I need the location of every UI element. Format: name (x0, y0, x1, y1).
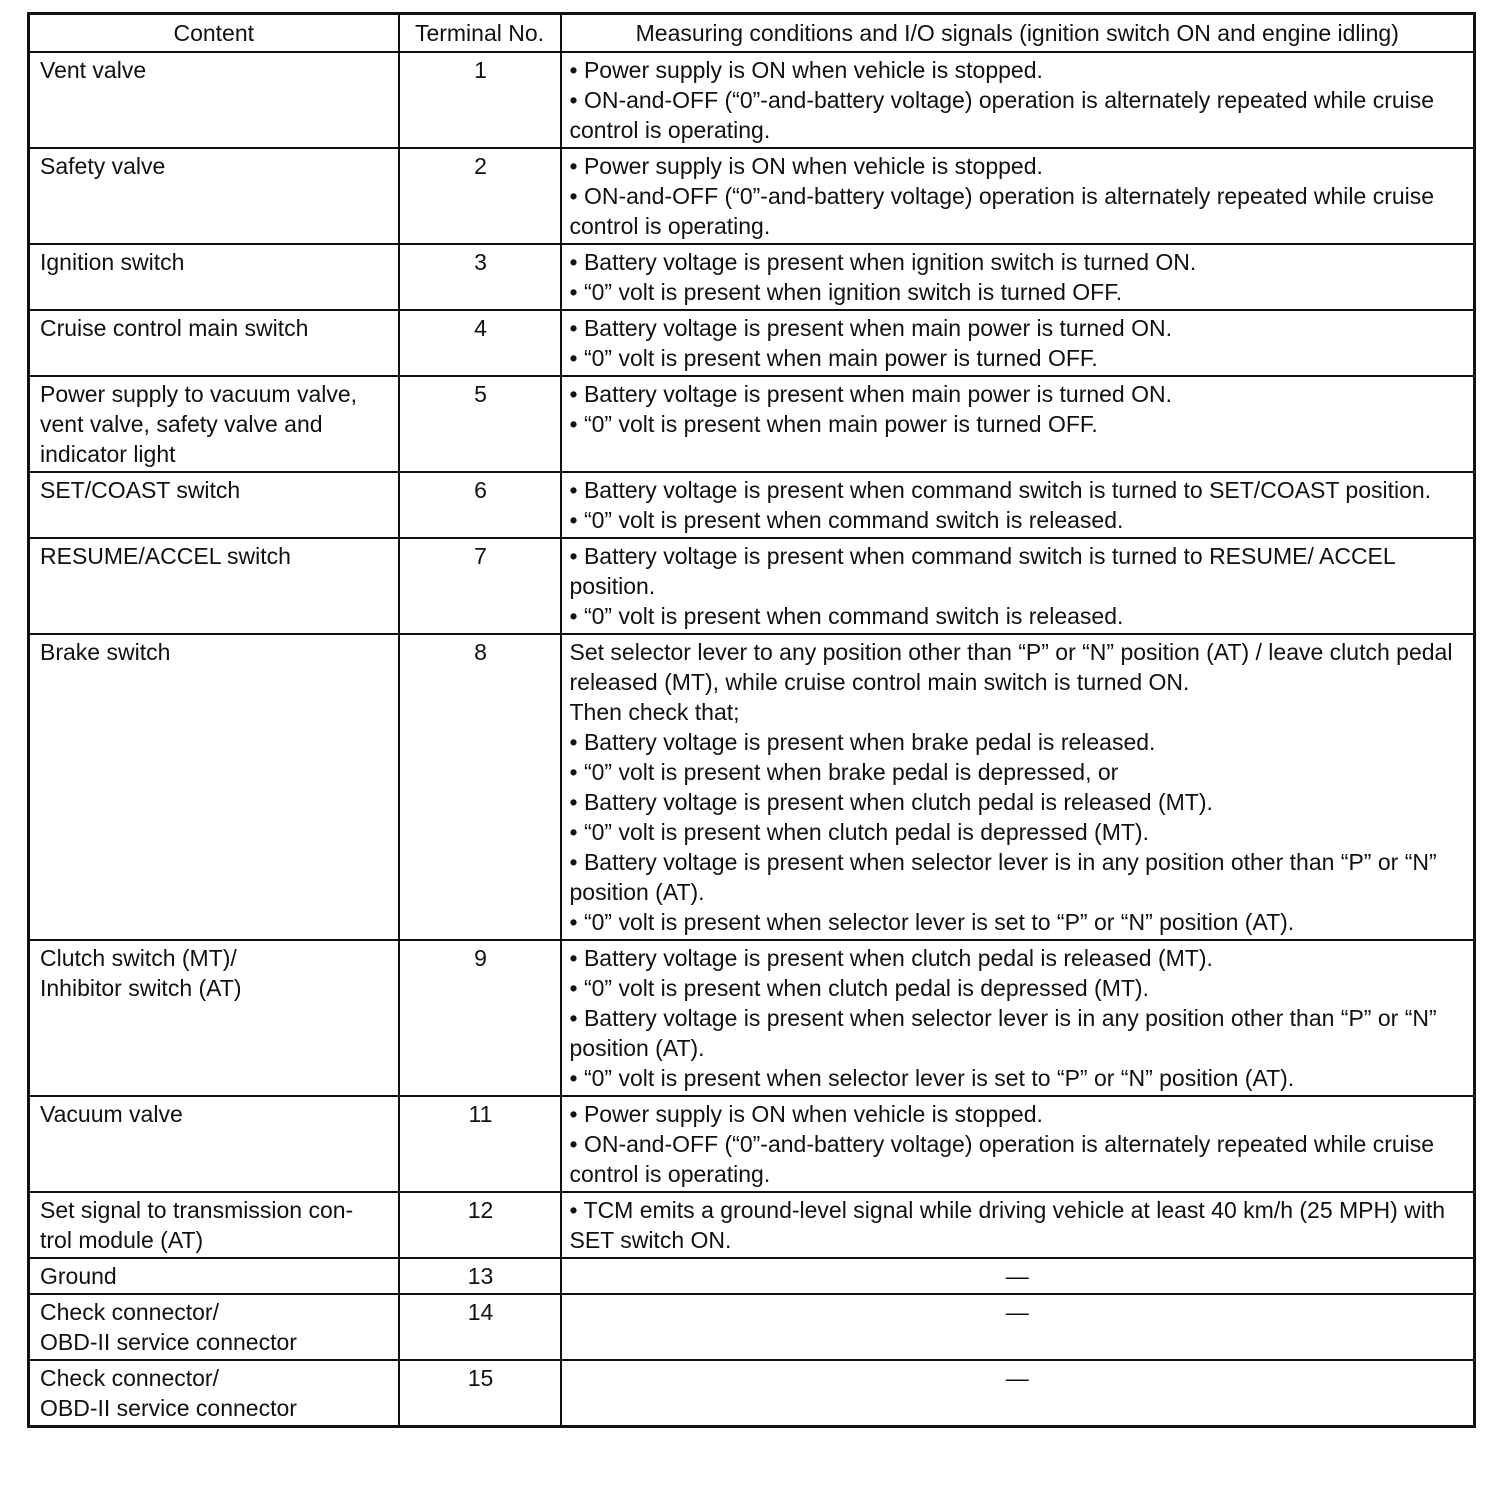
content-text: Set signal to transmission con- trol module (AT) (40, 1197, 354, 1253)
conditions-cell (561, 52, 1475, 148)
empty-dash: — (1005, 1263, 1029, 1289)
terminal-number: 12 (399, 1192, 561, 1258)
terminal-number: 8 (399, 634, 561, 940)
content-cell (29, 310, 399, 376)
table-row (29, 52, 1475, 148)
content-cell (29, 1192, 399, 1258)
condition-line: Set selector lever to any position other than “P” or “N” position (AT) / leave clutch pedal released (MT), while cruise control main switch is turned ON. (569, 639, 1453, 695)
condition-line: • Battery voltage is present when command switch is turned to SET/COAST position. (569, 477, 1432, 503)
condition-line: • Battery voltage is present when clutch pedal is released (MT). (569, 789, 1213, 815)
header-measuring-conditions: Measuring conditions and I/O signals (ignition switch ON and engine idling) (561, 14, 1475, 53)
condition-line: • TCM emits a ground-level signal while driving vehicle at least 40 km/h (25 MPH) with SET switch ON. (569, 1197, 1446, 1253)
condition-line: • Battery voltage is present when main power is turned ON. (569, 315, 1173, 341)
content-text: RESUME/ACCEL switch (40, 543, 291, 569)
table-row (29, 1096, 1475, 1192)
condition-line: • ON-and-OFF (“0”-and-battery voltage) operation is alternately repeated while cruise control is operating. (569, 183, 1435, 239)
content-text: SET/COAST switch (40, 477, 241, 503)
terminal-spec-sheet (27, 12, 1473, 1428)
table-row (29, 1192, 1475, 1258)
terminal-number: 15 (399, 1360, 561, 1427)
condition-line: • “0” volt is present when ignition switch is turned OFF. (569, 279, 1123, 305)
terminal-number: 1 (399, 52, 561, 148)
content-cell (29, 1294, 399, 1360)
table-row (29, 310, 1475, 376)
content-text: OBD-II service connector (40, 1329, 297, 1355)
condition-line: • “0” volt is present when clutch pedal is depressed (MT). (569, 819, 1149, 845)
terminal-number: 5 (399, 376, 561, 472)
condition-line: • Battery voltage is present when selector lever is in any position other than “P” or “N” position (AT). (569, 1005, 1437, 1061)
terminal-number: 3 (399, 244, 561, 310)
condition-line: • “0” volt is present when clutch pedal is depressed (MT). (569, 975, 1149, 1001)
content-text: Ground (40, 1263, 117, 1289)
table-row (29, 148, 1475, 244)
terminal-number: 4 (399, 310, 561, 376)
terminal-number: 9 (399, 940, 561, 1096)
condition-line: • Battery voltage is present when ignition switch is turned ON. (569, 249, 1197, 275)
conditions-cell (561, 1360, 1475, 1427)
conditions-cell (561, 634, 1475, 940)
table-row (29, 244, 1475, 310)
condition-line: • Battery voltage is present when clutch pedal is released (MT). (569, 945, 1213, 971)
condition-line: • Battery voltage is present when selector lever is in any position other than “P” or “N” position (AT). (569, 849, 1437, 905)
table-header (29, 14, 1475, 53)
content-text: Vent valve (40, 57, 147, 83)
condition-line: • “0” volt is present when command switch is released. (569, 603, 1124, 629)
terminal-number: 11 (399, 1096, 561, 1192)
condition-line: • ON-and-OFF (“0”-and-battery voltage) operation is alternately repeated while cruise control is operating. (569, 1131, 1435, 1187)
content-text: Safety valve (40, 153, 166, 179)
content-cell (29, 244, 399, 310)
content-text: Cruise control main switch (40, 315, 309, 341)
table-row (29, 634, 1475, 940)
conditions-cell (561, 1192, 1475, 1258)
condition-line: • “0” volt is present when command switch is released. (569, 507, 1124, 533)
content-cell (29, 940, 399, 1096)
conditions-cell (561, 538, 1475, 634)
content-cell (29, 472, 399, 538)
condition-line: • ON-and-OFF (“0”-and-battery voltage) operation is alternately repeated while cruise control is operating. (569, 87, 1435, 143)
empty-dash: — (1005, 1365, 1029, 1391)
terminal-number: 2 (399, 148, 561, 244)
terminal-number: 14 (399, 1294, 561, 1360)
content-cell (29, 376, 399, 472)
content-text: Vacuum valve (40, 1101, 183, 1127)
content-text: Clutch switch (MT)/ (40, 945, 237, 971)
condition-line: • Battery voltage is present when main power is turned ON. (569, 381, 1173, 407)
condition-line: • Power supply is ON when vehicle is stopped. (569, 57, 1043, 83)
table-row (29, 940, 1475, 1096)
table-row (29, 376, 1475, 472)
conditions-cell (561, 940, 1475, 1096)
content-text: Check connector/ (40, 1299, 219, 1325)
table-row (29, 472, 1475, 538)
condition-line: • Power supply is ON when vehicle is stopped. (569, 153, 1043, 179)
conditions-cell (561, 1096, 1475, 1192)
content-cell (29, 148, 399, 244)
condition-line: • Battery voltage is present when command switch is turned to RESUME/ ACCEL position. (569, 543, 1395, 599)
condition-line: • “0” volt is present when selector lever is set to “P” or “N” position (AT). (569, 909, 1295, 935)
terminal-table (27, 12, 1476, 1428)
conditions-cell (561, 148, 1475, 244)
condition-line: • Power supply is ON when vehicle is stopped. (569, 1101, 1043, 1127)
content-cell (29, 52, 399, 148)
content-text: Check connector/ (40, 1365, 219, 1391)
table-row (29, 538, 1475, 634)
content-cell (29, 1258, 399, 1294)
table-row (29, 1294, 1475, 1360)
condition-line: • Battery voltage is present when brake pedal is released. (569, 729, 1156, 755)
condition-line: • “0” volt is present when main power is turned OFF. (569, 411, 1098, 437)
content-cell (29, 538, 399, 634)
content-text: Ignition switch (40, 249, 185, 275)
table-body (29, 52, 1475, 1427)
conditions-cell (561, 310, 1475, 376)
header-content: Content (29, 14, 399, 53)
condition-line: Then check that; (569, 699, 740, 725)
header-terminal-no: Terminal No. (399, 14, 561, 53)
conditions-cell (561, 1294, 1475, 1360)
terminal-number: 6 (399, 472, 561, 538)
content-text: Power supply to vacuum valve, vent valve, safety valve and indicator light (40, 381, 358, 467)
conditions-cell (561, 376, 1475, 472)
empty-dash: — (1005, 1299, 1029, 1325)
content-cell (29, 1360, 399, 1427)
content-text: OBD-II service connector (40, 1395, 297, 1421)
condition-line: • “0” volt is present when selector lever is set to “P” or “N” position (AT). (569, 1065, 1295, 1091)
terminal-number: 13 (399, 1258, 561, 1294)
conditions-cell (561, 244, 1475, 310)
content-text: Brake switch (40, 639, 171, 665)
conditions-cell (561, 472, 1475, 538)
content-text: Inhibitor switch (AT) (40, 975, 242, 1001)
content-cell (29, 1096, 399, 1192)
condition-line: • “0” volt is present when main power is turned OFF. (569, 345, 1098, 371)
terminal-number: 7 (399, 538, 561, 634)
condition-line: • “0” volt is present when brake pedal is depressed, or (569, 759, 1119, 785)
conditions-cell (561, 1258, 1475, 1294)
table-row (29, 1360, 1475, 1427)
table-row (29, 1258, 1475, 1294)
header-row (29, 14, 1475, 53)
content-cell (29, 634, 399, 940)
